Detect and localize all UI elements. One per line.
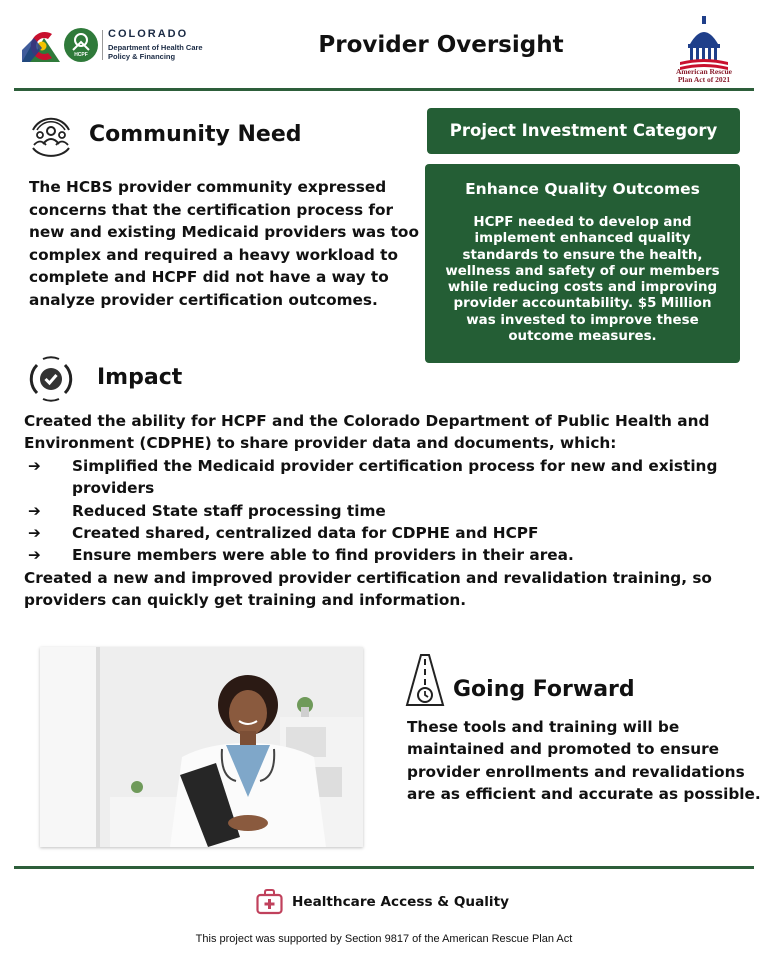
list-item xyxy=(24,522,754,544)
medical-kit-icon xyxy=(256,889,283,915)
arrow-right-icon: ➔ xyxy=(28,501,41,520)
org-dept-line1: Department of Health Care xyxy=(108,43,203,52)
hcpf-badge-text: HCPF xyxy=(74,52,88,58)
footer-category: Healthcare Access & Quality xyxy=(292,894,509,910)
community-need-text: The HCBS provider community expressed concerns that the certification process for new and existing Medicaid providers was too complex and required a heavy workload to complete and HCPF did not have a way to analyze provider certification outcomes. xyxy=(29,178,419,309)
footer-rule xyxy=(14,866,754,869)
going-forward-heading: Going Forward xyxy=(453,677,635,702)
impact-intro: Created the ability for HCPF and the Colorado Department of Public Health and Environment (CDPHE) to share provider data and documents, which: xyxy=(24,412,710,453)
header-rule xyxy=(14,88,754,91)
footer-note: This project was supported by Section 9817 of the American Rescue Plan Act xyxy=(195,933,573,945)
investment-category-label: Project Investment Category xyxy=(427,108,740,154)
impact-bullet-list xyxy=(24,455,754,567)
impact-bullet-text: Created shared, centralized data for CDPHE and HCPF xyxy=(72,524,539,543)
colorado-hcpf-logo xyxy=(22,26,232,68)
list-item xyxy=(24,455,754,500)
outcome-title: Enhance Quality Outcomes xyxy=(465,180,700,198)
arrow-right-icon: ➔ xyxy=(28,456,41,475)
list-item xyxy=(24,544,754,566)
doctor-photo xyxy=(40,647,363,847)
page-title: Provider Oversight xyxy=(318,32,564,58)
going-forward-text: These tools and training will be maintained and promoted to ensure provider enrollments and revalidations are as efficient and accurate as possible. xyxy=(407,718,761,804)
arrow-right-icon: ➔ xyxy=(28,524,41,543)
arrow-right-icon: ➔ xyxy=(28,546,41,565)
outcome-text: HCPF needed to develop and implement enhanced quality standards to ensure the health, wellness and safety of our members while reducing costs and improving provider accountability. $5 Million was invested to improve these outcome measures. xyxy=(445,215,720,345)
list-item xyxy=(24,500,754,522)
impact-heading: Impact xyxy=(97,365,183,390)
impact-body xyxy=(24,410,754,612)
org-dept-line2: Policy & Financing xyxy=(108,52,176,61)
arpa-line1: American Rescue xyxy=(675,67,733,76)
impact-bullet-text: Reduced State staff processing time xyxy=(72,501,386,520)
arpa-text xyxy=(662,68,746,84)
community-icon xyxy=(27,112,75,160)
doctor-illustration xyxy=(40,647,363,847)
arpa-line2: Plan Act of 2021 xyxy=(677,75,731,84)
target-check-icon xyxy=(27,355,75,403)
colorado-c-logo-icon xyxy=(22,28,60,62)
outcome-box xyxy=(425,164,740,363)
road-icon xyxy=(403,651,447,709)
org-name: COLORADO xyxy=(108,28,189,40)
logo-divider xyxy=(102,30,103,60)
impact-bullet-text: Simplified the Medicaid provider certification process for new and existing providers xyxy=(72,456,718,498)
impact-outro: Created a new and improved provider certification and revalidation training, so providers can quickly get training and information. xyxy=(24,568,712,610)
impact-bullet-text: Ensure members were able to find providers in their area. xyxy=(72,546,574,565)
community-need-heading: Community Need xyxy=(89,122,302,147)
